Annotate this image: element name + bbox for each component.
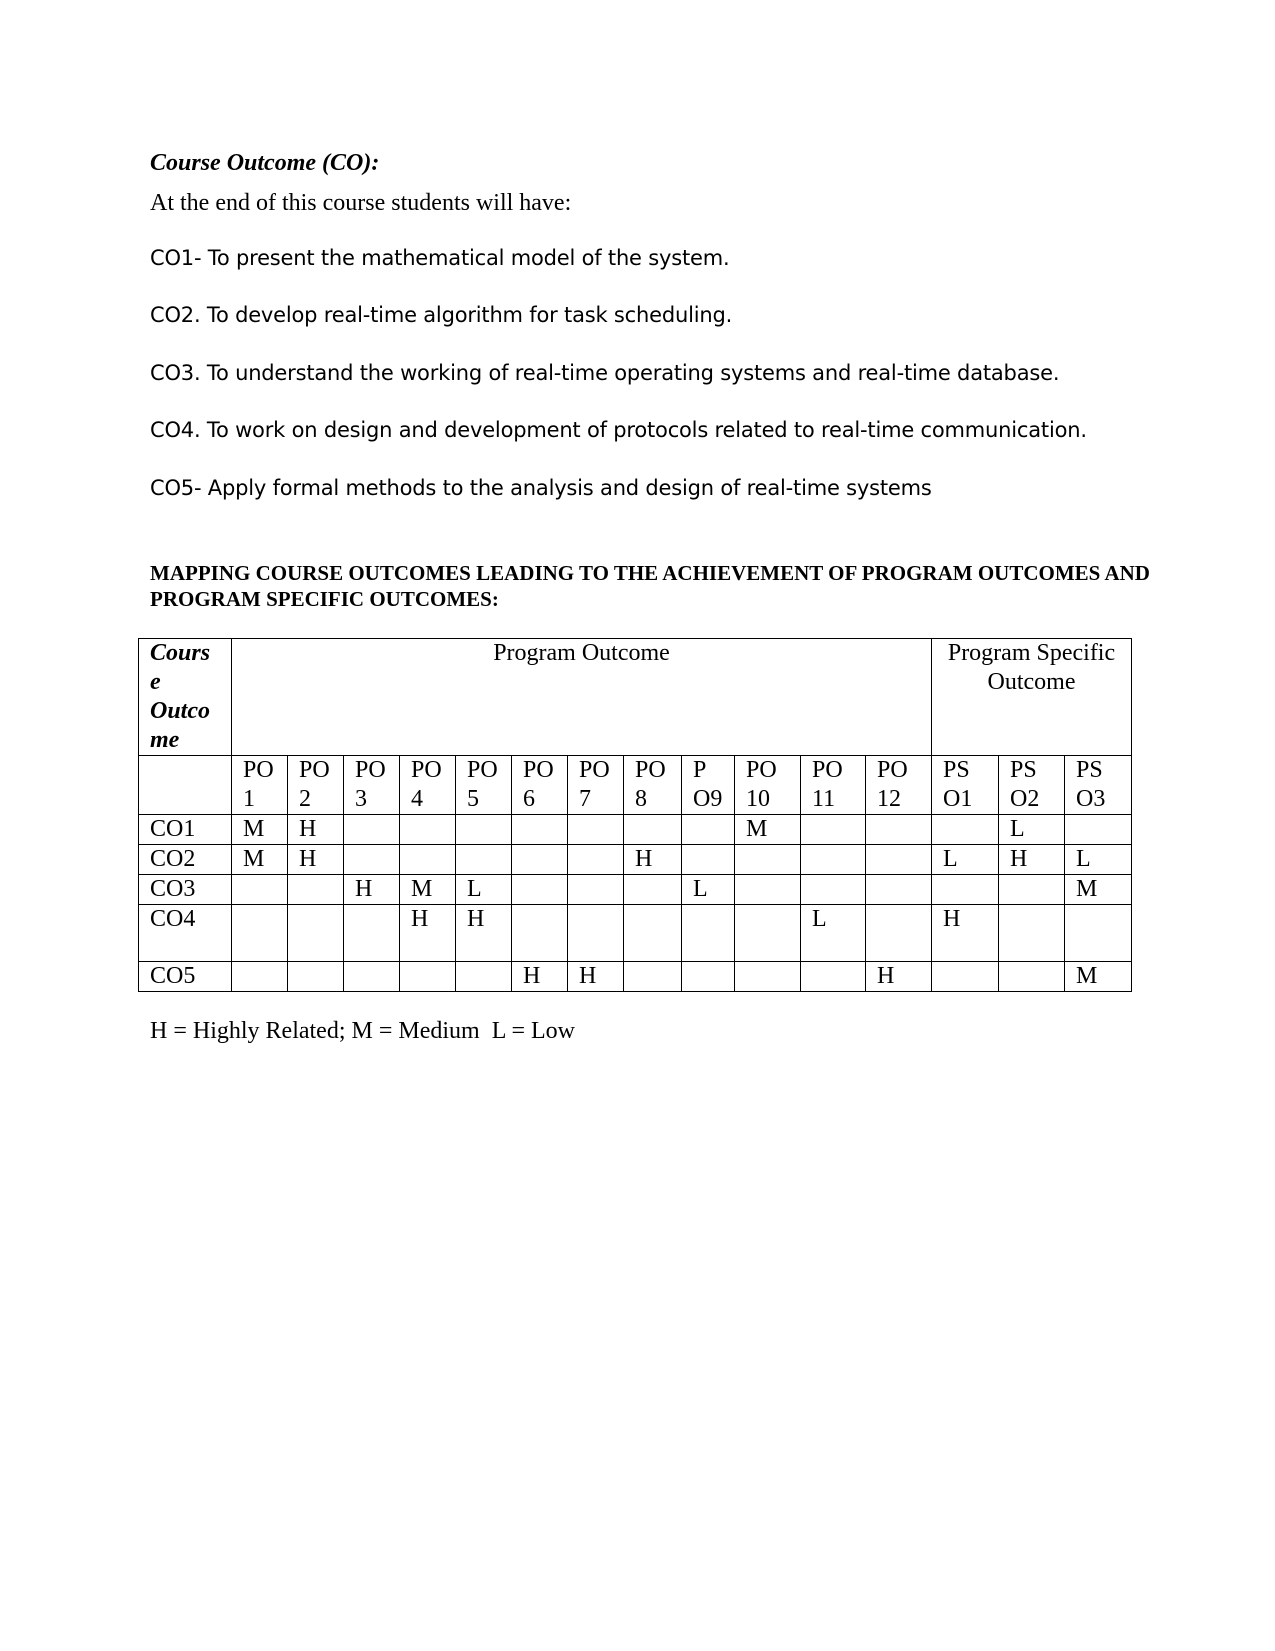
mapping-cell: M <box>232 845 288 875</box>
mapping-cell: L <box>801 905 866 962</box>
mapping-cell <box>232 962 288 992</box>
column-header-label: PO 6 <box>523 757 554 812</box>
mapping-cell <box>932 962 999 992</box>
mapping-cell <box>568 845 624 875</box>
mapping-cell <box>1065 815 1132 845</box>
mapping-cell: L <box>682 875 735 905</box>
program-specific-outcome-header-text: Program Specific Outcome <box>947 640 1116 695</box>
column-header-cell <box>568 756 624 815</box>
mapping-cell <box>232 905 288 962</box>
mapping-cell <box>232 875 288 905</box>
mapping-cell <box>400 815 456 845</box>
row-label-cell: CO3 <box>139 875 232 905</box>
mapping-cell <box>682 905 735 962</box>
column-header-label: PS O3 <box>1076 757 1106 812</box>
course-outcome-item-1: CO1- To present the mathematical model of the system. <box>150 246 730 270</box>
mapping-cell <box>801 845 866 875</box>
legend: H = Highly Related; M = Medium L = Low <box>150 1018 576 1044</box>
row-label-cell: CO4 <box>139 905 232 962</box>
program-outcome-header <box>232 639 932 756</box>
mapping-cell <box>932 875 999 905</box>
mapping-cell: M <box>232 815 288 845</box>
column-header-label: PO 4 <box>411 757 442 812</box>
column-header-label: PO 11 <box>812 757 843 812</box>
column-header-cell <box>932 756 999 815</box>
mapping-cell <box>1065 905 1132 962</box>
mapping-cell <box>999 905 1065 962</box>
mapping-cell <box>932 815 999 845</box>
mapping-cell <box>624 962 682 992</box>
column-header-cell <box>735 756 801 815</box>
column-header-label: PO 8 <box>635 757 666 812</box>
table-row <box>139 905 1132 962</box>
mapping-cell <box>735 875 801 905</box>
mapping-cell <box>801 815 866 845</box>
mapping-cell <box>288 905 344 962</box>
mapping-cell <box>400 962 456 992</box>
mapping-cell <box>512 845 568 875</box>
mapping-cell <box>568 875 624 905</box>
column-header-label: PO 5 <box>467 757 498 812</box>
mapping-cell <box>735 845 801 875</box>
program-specific-outcome-header <box>932 639 1132 756</box>
table-row <box>139 875 1132 905</box>
column-header-label: PO 12 <box>877 757 908 812</box>
mapping-cell <box>866 845 932 875</box>
column-header-cell <box>999 756 1065 815</box>
course-outcome-item-4: CO4. To work on design and development of protocols related to real-time communication. <box>150 418 1087 442</box>
mapping-table <box>138 638 1132 992</box>
column-header-cell <box>512 756 568 815</box>
mapping-cell <box>999 875 1065 905</box>
mapping-cell: M <box>1065 962 1132 992</box>
mapping-cell <box>344 905 400 962</box>
mapping-cell: M <box>1065 875 1132 905</box>
mapping-cell <box>568 815 624 845</box>
mapping-cell: H <box>866 962 932 992</box>
mapping-cell <box>682 845 735 875</box>
mapping-cell <box>682 815 735 845</box>
mapping-cell <box>288 875 344 905</box>
column-header-cell <box>232 756 288 815</box>
mapping-cell <box>866 905 932 962</box>
mapping-cell <box>512 815 568 845</box>
column-header-label: PS O2 <box>1010 757 1040 812</box>
mapping-cell: H <box>456 905 512 962</box>
row-label-cell: CO2 <box>139 845 232 875</box>
column-header-cell <box>344 756 400 815</box>
mapping-cell <box>866 875 932 905</box>
column-header-label: P O9 <box>693 757 723 812</box>
mapping-cell: H <box>624 845 682 875</box>
column-header-label: PO 2 <box>299 757 330 812</box>
mapping-cell: H <box>288 845 344 875</box>
course-outcome-intro: At the end of this course students will have: <box>150 190 572 216</box>
mapping-cell: L <box>1065 845 1132 875</box>
mapping-cell <box>400 845 456 875</box>
mapping-cell: L <box>932 845 999 875</box>
mapping-cell: H <box>400 905 456 962</box>
mapping-cell <box>344 962 400 992</box>
table-row <box>139 962 1132 992</box>
column-header-cell <box>1065 756 1132 815</box>
mapping-cell: L <box>456 875 512 905</box>
mapping-cell: H <box>512 962 568 992</box>
column-header-cell <box>866 756 932 815</box>
row-label-cell: CO1 <box>139 815 232 845</box>
mapping-cell <box>735 905 801 962</box>
mapping-cell <box>512 875 568 905</box>
mapping-cell: M <box>400 875 456 905</box>
mapping-cell: M <box>735 815 801 845</box>
mapping-cell: H <box>568 962 624 992</box>
mapping-heading: MAPPING COURSE OUTCOMES LEADING TO THE ACHIEVEMENT OF PROGRAM OUTCOMES AND PROGRAM SPECIFIC OUTCOMES: <box>150 561 1150 611</box>
mapping-cell <box>456 845 512 875</box>
mapping-cell <box>568 905 624 962</box>
row-label-cell: CO5 <box>139 962 232 992</box>
course-outcome-heading: Course Outcome (CO): <box>150 150 380 176</box>
course-outcome-item-3: CO3. To understand the working of real-time operating systems and real-time database. <box>150 361 1060 385</box>
mapping-cell: L <box>999 815 1065 845</box>
mapping-cell: H <box>344 875 400 905</box>
course-outcome-column-header-text: Cours e Outco me <box>150 640 211 753</box>
column-header-label: PO 10 <box>746 757 777 812</box>
mapping-cell <box>344 845 400 875</box>
mapping-cell: H <box>932 905 999 962</box>
mapping-table-body <box>139 639 1132 992</box>
course-outcome-column-header <box>139 639 232 756</box>
program-outcome-header-text: Program Outcome <box>493 640 670 666</box>
mapping-cell <box>456 962 512 992</box>
column-header-row <box>139 756 1132 815</box>
table-header-row <box>139 639 1132 756</box>
column-header-cell <box>400 756 456 815</box>
course-outcome-item-5: CO5- Apply formal methods to the analysis and design of real-time systems <box>150 476 932 500</box>
column-header-cell <box>456 756 512 815</box>
column-header-label: PS O1 <box>943 757 973 812</box>
column-header-cell <box>801 756 866 815</box>
mapping-cell <box>344 815 400 845</box>
mapping-cell: H <box>999 845 1065 875</box>
column-header-label: PO 7 <box>579 757 610 812</box>
mapping-cell <box>801 875 866 905</box>
column-header-label: PO 3 <box>355 757 386 812</box>
column-header-cell <box>288 756 344 815</box>
mapping-cell <box>682 962 735 992</box>
mapping-cell <box>624 815 682 845</box>
mapping-cell <box>735 962 801 992</box>
mapping-cell <box>866 815 932 845</box>
mapping-cell: H <box>288 815 344 845</box>
column-header-cell <box>682 756 735 815</box>
mapping-cell <box>999 962 1065 992</box>
mapping-cell <box>801 962 866 992</box>
mapping-cell <box>288 962 344 992</box>
mapping-cell <box>456 815 512 845</box>
course-outcome-item-2: CO2. To develop real-time algorithm for task scheduling. <box>150 303 733 327</box>
table-row <box>139 815 1132 845</box>
mapping-cell <box>624 905 682 962</box>
table-row <box>139 845 1132 875</box>
column-header-label: PO 1 <box>243 757 274 812</box>
column-header-cell <box>624 756 682 815</box>
mapping-cell <box>624 875 682 905</box>
empty-header-cell <box>139 756 232 815</box>
mapping-cell <box>512 905 568 962</box>
